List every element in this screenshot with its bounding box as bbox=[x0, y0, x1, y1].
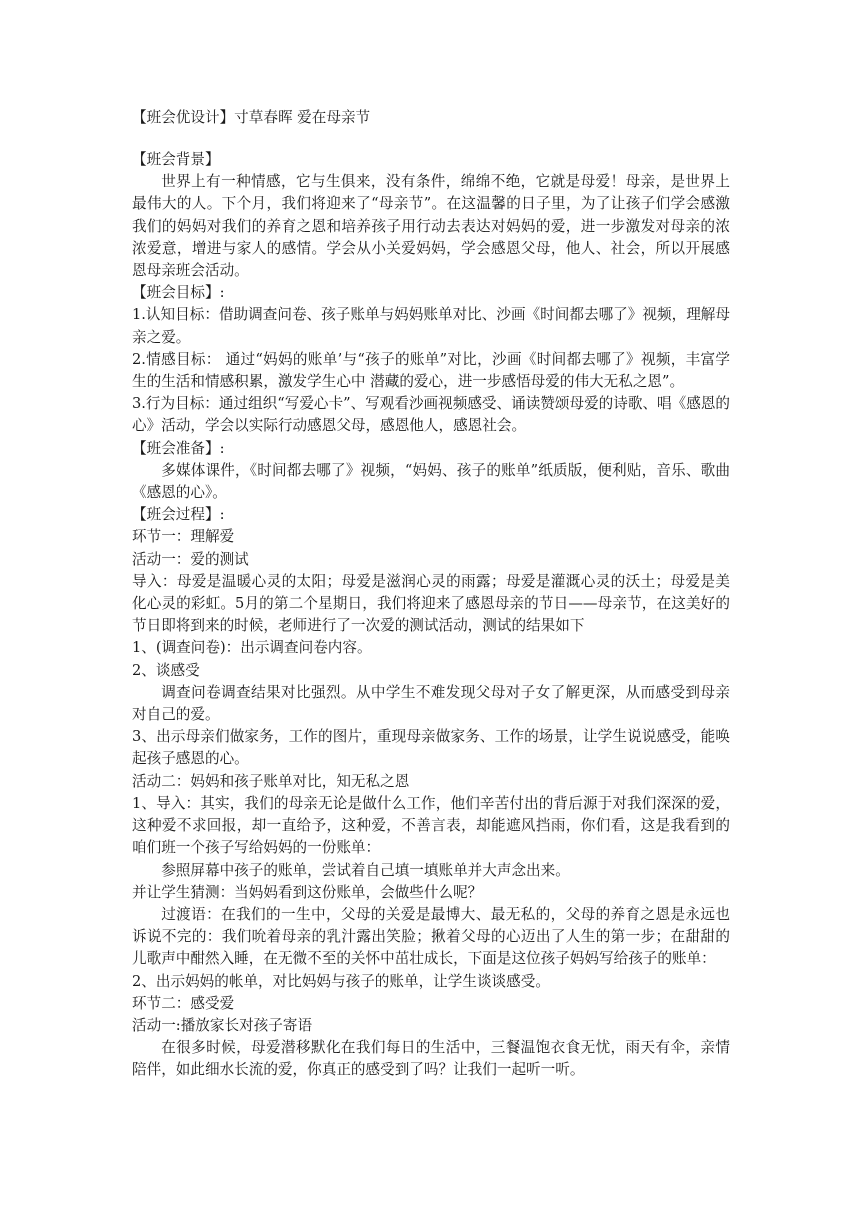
section-heading-process: 【班会过程】: bbox=[132, 506, 225, 524]
document-title: 【班会优设计】寸草春晖 爱在母亲节 bbox=[132, 109, 371, 126]
activity-heading: 活动一:播放家长对孩子寄语 bbox=[132, 1016, 313, 1034]
list-item: 3、出示母亲们做家务，工作的图片，重现母亲做家务、工作的场景，让学生说说感受，能唤起孩子感恩的心。 bbox=[132, 728, 730, 768]
stage-two-heading: 环节二：感受爱 bbox=[132, 994, 235, 1012]
list-item: 1、导入：其实，我们的母亲无论是做什么工作，他们辛苦付出的背后源于对我们深深的爱，这种爱不求回报，却一直给予，这种爱，不善言表，却能遮风挡雨，你们看，这是我看到的咱们班一个孩子写给妈妈的一份账单： bbox=[132, 794, 730, 857]
paragraph-closing: 在很多时候，母爱潜移默化在我们每日的生活中，三餐温饱衣食无忧，雨天有伞，亲情陪伴，如此细水长流的爱，你真正的感受到了吗？让我们一起听一听。 bbox=[132, 1039, 730, 1079]
stage-one-heading: 环节一：理解爱 bbox=[132, 528, 235, 546]
paragraph-intro: 导入：母爱是温暖心灵的太阳；母爱是滋润心灵的雨露；母爱是灌溉心灵的沃土；母爱是美化心灵的彩虹。5月的第二个星期日，我们将迎来了感恩母亲的节日——母亲节，在这美好的节日即将到来的时候，老师进行了一次爱的测试活动，测试的结果如下 bbox=[132, 572, 730, 635]
paragraph-preparation: 多媒体课件，《时间都去哪了》视频，“妈妈、孩子的账单”纸质版，便利贴，音乐、歌曲《感恩的心》。 bbox=[132, 461, 730, 502]
paragraph-guess: 并让学生猜测：当妈妈看到这份账单，会做些什么呢？ bbox=[132, 883, 483, 901]
activity-one-heading: 活动一：爱的测试 bbox=[132, 550, 249, 568]
goal-cognitive: 1.认知目标：借助调查问卷、孩子账单与妈妈账单对比、沙画《时间都去哪了》视频，理解母亲之爱。 bbox=[132, 306, 730, 346]
paragraph-survey-result: 调查问卷调查结果对比强烈。从中学生不难发现父母对子女了解更深，从而感受到母亲对自己的爱。 bbox=[132, 683, 730, 724]
paragraph-background: 世界上有一种情感，它与生俱来，没有条件，绵绵不绝，它就是母爱！母亲，是世界上最伟大的人。下个月，我们将迎来了“母亲节”。在这温馨的日子里，为了让孩子们学会感激我们的妈妈对我们的养育之恩和培养孩子用行动去表达对妈妈的爱，进一步激发对母亲的浓浓爱意，增进与家人的感情。学会从小关爱妈妈，学会感恩父母，他人、社会，所以开展感恩母亲班会活动。 bbox=[132, 173, 730, 280]
list-item: 2、出示妈妈的帐单，对比妈妈与孩子的账单，让学生谈谈感受。 bbox=[132, 972, 550, 990]
section-heading-preparation: 【班会准备】: bbox=[132, 439, 225, 457]
section-heading-background: 【班会背景】 bbox=[132, 151, 220, 168]
document-body bbox=[132, 149, 730, 1082]
goal-emotional: 2.情感目标： 通过“妈妈的账单’与“孩子的账单”对比，沙画《时间都去哪了》视频，丰富学生的生活和情感积累，激发学生心中 潜藏的爱心，进一步感悟母爱的伟大无私之恩”。 bbox=[132, 350, 730, 391]
section-heading-goals: 【班会目标】: bbox=[132, 284, 225, 302]
paragraph-bill-instruction: 参照屏幕中孩子的账单，尝试着自己填一填账单并大声念出来。 bbox=[161, 861, 570, 879]
list-item: 1、(调查问卷)：出示调查问卷内容。 bbox=[132, 639, 372, 657]
list-item: 2、谈感受 bbox=[132, 661, 200, 679]
paragraph-transition: 过渡语：在我们的一生中，父母的关爱是最博大、最无私的，父母的养育之恩是永远也诉说不完的：我们吮着母亲的乳汁露出笑脸；揪着父母的心迈出了人生的第一步；在甜甜的儿歌声中酣然入睡，在无微不至的关怀中茁壮成长，下面是这位孩子妈妈写给孩子的账单： bbox=[132, 905, 730, 968]
goal-behavior: 3.行为目标：通过组织“写爱心卡”、写观看沙画视频感受、诵读赞颂母爱的诗歌、唱《感恩的心》活动，学会以实际行动感恩父母，感恩他人，感恩社会。 bbox=[132, 395, 731, 435]
activity-two-heading: 活动二：妈妈和孩子账单对比，知无私之恩 bbox=[132, 772, 410, 790]
